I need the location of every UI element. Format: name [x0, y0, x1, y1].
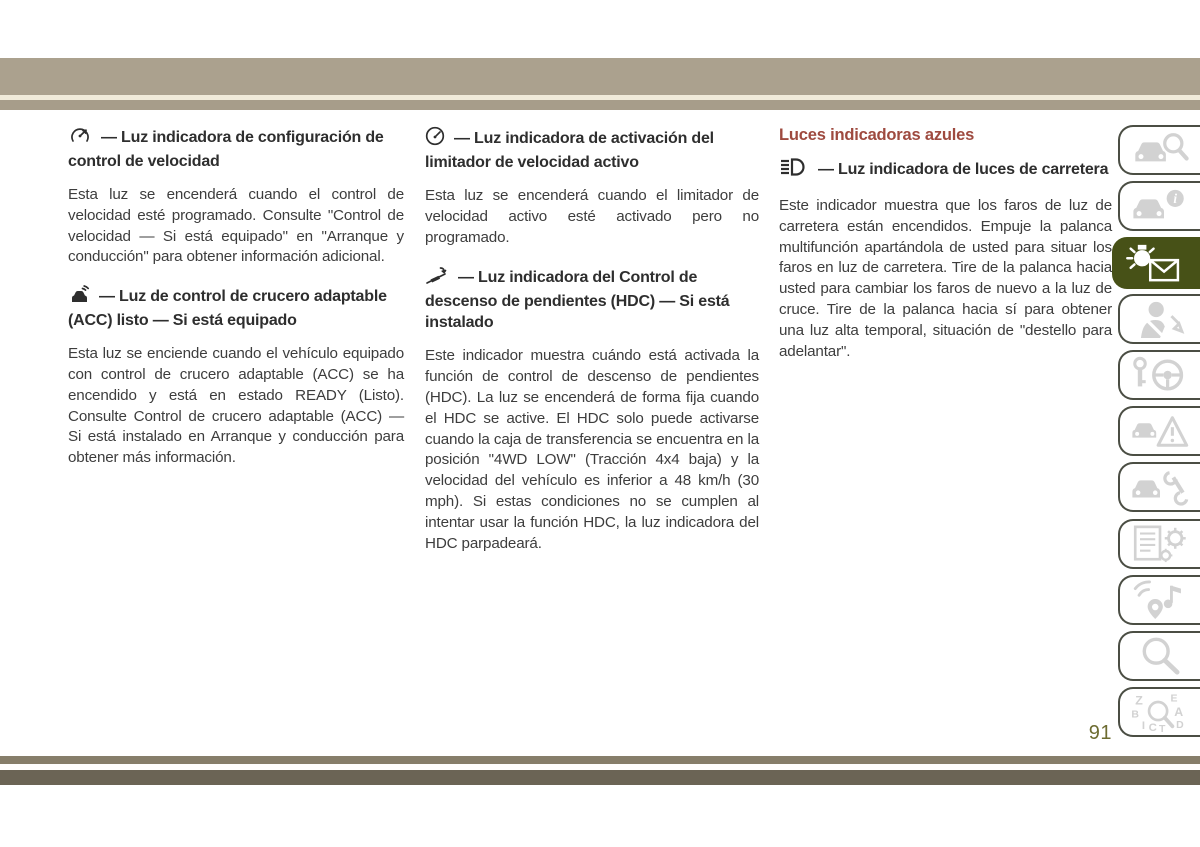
bottom-thin-band — [0, 756, 1200, 764]
sidebar-tab-maintenance[interactable] — [1118, 462, 1200, 512]
car-wrench-icon — [1129, 467, 1191, 507]
entry-title — [425, 265, 759, 333]
cruise-set-icon — [68, 126, 92, 151]
sidebar-tab-multimedia[interactable] — [1118, 575, 1200, 625]
entry-title — [425, 126, 759, 173]
svg-text:T: T — [1159, 724, 1166, 732]
entry-high-beam — [779, 157, 1112, 362]
sidebar-tab-starting-driving[interactable] — [1118, 350, 1200, 400]
key-steering-icon — [1129, 355, 1191, 395]
entry-hdc — [425, 265, 759, 554]
entry-title-text: — Luz de control de crucero adaptable (ACC) listo — Si está equipado — [68, 288, 387, 330]
bottom-band — [0, 770, 1200, 785]
entry-title-text: — Luz indicadora de configuración de control de velocidad — [68, 129, 384, 170]
svg-text:i: i — [1173, 191, 1178, 207]
text-column-3 — [779, 126, 1112, 362]
speed-limiter-icon — [425, 126, 445, 152]
sidebar-tab-search[interactable] — [1118, 631, 1200, 681]
hdc-icon — [425, 265, 449, 291]
entry-title-text: — Luz indicadora de activación del limitador de velocidad activo — [425, 130, 714, 171]
entry-body: Esta luz se enciende cuando el vehículo equipado con control de crucero adaptable (ACC) se ha encendido y está en estado READY (Listo). Consulte Control de crucero adaptable (ACC) — Si está instalado en Arranque y conducción para obtener más información. — [68, 345, 404, 467]
high-beam-icon — [779, 157, 809, 183]
text-column-1 — [68, 126, 404, 469]
bulb-envelope-icon — [1124, 242, 1186, 284]
car-search-icon — [1129, 131, 1191, 169]
svg-text:D: D — [1176, 720, 1184, 732]
sidebar-tab-emergencies[interactable] — [1118, 406, 1200, 456]
svg-text:E: E — [1170, 693, 1178, 705]
top-sub-band — [0, 100, 1200, 110]
entry-body: Este indicador muestra cuándo está activada la función de control de descenso de pendientes (HDC). La luz se encenderá de forma fija cuando el HDC se active. El HDC solo puede activarse cuando la caja de transferencia se encuentra en la posición "4WD LOW" (Tracción 4x4 baja) y la velocidad del vehículo es inferior a 48 km/h (30 mph). Si estas condiciones no se cumplen al intentar usar la función HDC, la luz indicadora del HDC parpadeará. — [425, 347, 759, 552]
sidebar-tab-warning-lights-messages[interactable] — [1112, 237, 1200, 289]
entry-title-text: — Luz indicadora del Control de descenso de pendientes (HDC) — Si está instalado — [425, 269, 730, 332]
entry-cruise-set — [68, 126, 404, 268]
magnifier-icon — [1129, 636, 1191, 676]
section-heading-blue-lights: Luces indicadoras azules — [779, 126, 975, 144]
entry-title — [68, 126, 404, 172]
sidebar-tab-alphabetical-index[interactable] — [1118, 687, 1200, 737]
multimedia-icon — [1129, 580, 1191, 620]
entry-body: Esta luz se encenderá cuando el limitador de velocidad activo esté activado pero no programado. — [425, 187, 759, 246]
entry-speed-limiter — [425, 126, 759, 248]
svg-text:B: B — [1131, 709, 1139, 721]
sidebar-tab-vehicle-info[interactable] — [1118, 181, 1200, 231]
car-warning-triangle-icon — [1129, 411, 1191, 451]
sidebar-tab-vehicle-overview[interactable] — [1118, 125, 1200, 175]
svg-text:I: I — [1141, 720, 1146, 732]
passenger-safety-icon — [1129, 299, 1191, 339]
acc-ready-icon — [68, 285, 90, 310]
entry-title — [68, 285, 404, 331]
car-info-icon — [1129, 187, 1191, 225]
sidebar-tab-technical-specifications[interactable] — [1118, 519, 1200, 569]
page-number: 91 — [1088, 722, 1112, 744]
sidebar-tab-occupant-safety[interactable] — [1118, 294, 1200, 344]
svg-text:Z: Z — [1135, 693, 1143, 708]
entry-title — [779, 157, 1112, 183]
entry-title-text: — Luz indicadora de luces de carretera — [818, 161, 1109, 178]
entry-acc-ready — [68, 285, 404, 469]
entry-body: Esta luz se encenderá cuando el control de velocidad esté programado. Consulte "Control de velocidad — Si está equipado" en "Arranque y conducción" para obtener información adicional. — [68, 186, 404, 266]
entry-body: Este indicador muestra que los faros de luz de carretera están encendidos. Empuje la palanca multifunción apartándola de usted para situar los faros en luz de carretera. Tire de la palanca hacia usted para cambiar los faros de nuevo a la luz de cruce. Tire de la palanca hacia sí para obtener una luz alta temporal, situación de "destello para adelantar". — [779, 197, 1112, 360]
letters-index-icon — [1129, 692, 1191, 732]
svg-text:C: C — [1148, 722, 1157, 732]
document-gears-icon — [1129, 524, 1191, 564]
top-band — [0, 58, 1200, 95]
text-column-2 — [425, 126, 759, 554]
svg-text:A: A — [1174, 704, 1184, 719]
